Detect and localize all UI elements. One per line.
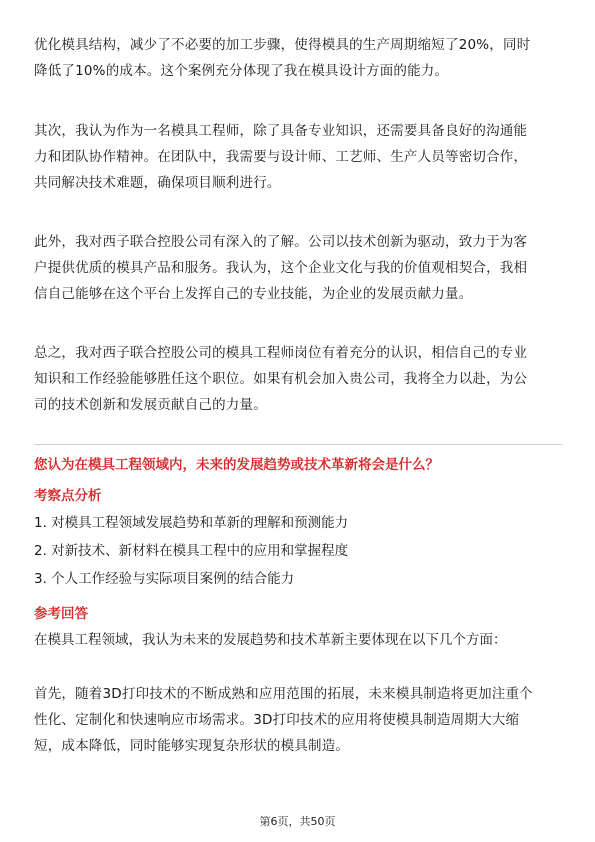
analysis-item: 2. 对新技术、新材料在模具工程中的应用和掌握程度 xyxy=(34,543,349,559)
intro-paragraph xyxy=(34,32,562,84)
paragraph-line: 降低了10%的成本。这个案例充分体现了我在模具设计方面的能力。 xyxy=(34,63,449,79)
paragraph-line: 首先，随着3D打印技术的不断成熟和应用范围的拓展，未来模具制造将更加注重个 xyxy=(34,686,533,702)
analysis-title: 考察点分析 xyxy=(34,488,102,504)
paragraph-line: 其次，我认为作为一名模具工程师，除了具备专业知识，还需要具备良好的沟通能 xyxy=(34,123,528,139)
paragraph-line: 共同解决技术难题，确保项目顺利进行。 xyxy=(34,175,281,191)
paragraph-line: 司的技术创新和发展贡献自己的力量。 xyxy=(34,397,267,413)
answer-paragraph xyxy=(34,681,562,759)
paragraph-line: 此外，我对西子联合控股公司有深入的了解。公司以技术创新为驱动，致力于为客 xyxy=(34,234,528,250)
paragraph-teamwork xyxy=(34,118,562,196)
interview-question: 您认为在模具工程领域内，未来的发展趋势或技术革新将会是什么？ xyxy=(34,457,439,473)
paragraph-line: 户提供优质的模具产品和服务。我认为，这个企业文化与我的价值观相契合，我相 xyxy=(34,260,528,276)
answer-title: 参考回答 xyxy=(34,606,88,622)
paragraph-line: 知识和工作经验能够胜任这个职位。如果有机会加入贵公司，我将全力以赴，为公 xyxy=(34,371,528,387)
paragraph-line: 信自己能够在这个平台上发挥自己的专业技能，为企业的发展贡献力量。 xyxy=(34,286,473,302)
page-number-footer: 第6页，共50页 xyxy=(259,815,336,828)
paragraph-line: 优化模具结构，减少了不必要的加工步骤，使得模具的生产周期缩短了20%，同时 xyxy=(34,37,531,53)
analysis-item: 1. 对模具工程领域发展趋势和革新的理解和预测能力 xyxy=(34,515,349,531)
paragraph-line: 性化、定制化和快速响应市场需求。3D打印技术的应用将使模具制造周期大大缩 xyxy=(34,712,520,728)
paragraph-line: 力和团队协作精神。在团队中，我需要与设计师、工艺师、生产人员等密切合作， xyxy=(34,149,528,165)
answer-intro: 在模具工程领域，我认为未来的发展趋势和技术革新主要体现在以下几个方面： xyxy=(34,632,507,648)
paragraph-line: 总之，我对西子联合控股公司的模具工程师岗位有着充分的认识，相信自己的专业 xyxy=(34,345,528,361)
section-divider xyxy=(34,444,562,445)
paragraph-line: 短，成本降低，同时能够实现复杂形状的模具制造。 xyxy=(34,738,350,754)
paragraph-conclusion xyxy=(34,340,562,418)
analysis-item: 3. 个人工作经验与实际项目案例的结合能力 xyxy=(34,571,295,587)
paragraph-company xyxy=(34,229,562,307)
